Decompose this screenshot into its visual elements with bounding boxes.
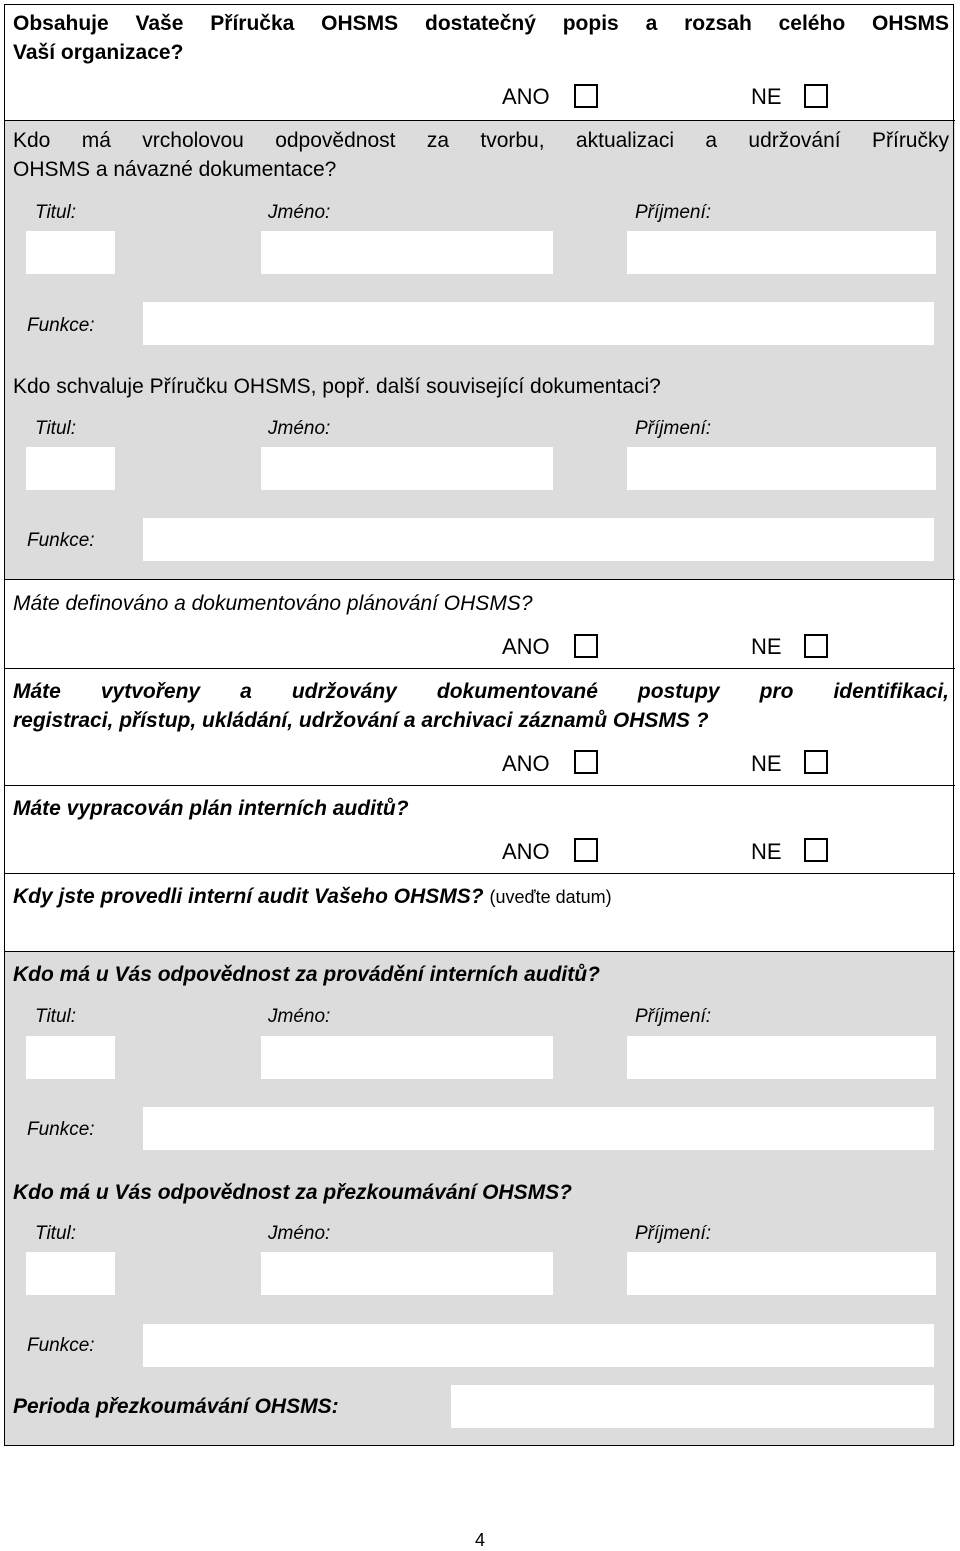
question-manual-scope-line2: Vaší organizace?: [13, 41, 184, 64]
question-records-line2: registraci, přístup, ukládání, udržování a archivaci záznamů OHSMS ?: [13, 709, 709, 732]
option-no-label: NE: [751, 751, 782, 776]
label-funkce: Funkce:: [27, 315, 95, 336]
label-funkce: Funkce:: [27, 1335, 95, 1356]
label-funkce: Funkce:: [27, 530, 95, 551]
label-jmeno: Jméno:: [268, 418, 331, 439]
question-records-line1: Máte vytvořeny a udržovány dokumentované postupy pro identifikaci,: [13, 680, 949, 703]
label-titul: Titul:: [35, 1006, 77, 1027]
question-review-responsibility: Kdo má u Vás odpovědnost za přezkoumávání OHSMS?: [13, 1181, 572, 1204]
label-prijmeni: Příjmení:: [635, 1223, 712, 1244]
label-funkce: Funkce:: [27, 1119, 95, 1140]
option-yes-label: ANO: [502, 751, 550, 776]
question-approver: Kdo schvaluje Příručku OHSMS, popř. další související dokumentaci?: [13, 375, 661, 398]
label-prijmeni: Příjmení:: [635, 202, 712, 223]
label-titul: Titul:: [35, 418, 77, 439]
form-frame: [4, 4, 954, 1446]
question-audit-date-text: Kdy jste provedli interní audit Vašeho OHSMS?: [13, 885, 484, 908]
label-jmeno: Jméno:: [268, 1006, 331, 1027]
question-internal-audit-responsibility: Kdo má u Vás odpovědnost za provádění interních auditů?: [13, 963, 600, 986]
label-prijmeni: Příjmení:: [635, 1006, 712, 1027]
page-number: 4: [474, 1530, 485, 1550]
question-top-responsibility-line1: Kdo má vrcholovou odpovědnost za tvorbu, aktualizaci a udržování Příručky: [13, 129, 949, 152]
question-manual-scope-line1: Obsahuje Vaše Příručka OHSMS dostatečný popis a rozsah celého OHSMS: [13, 12, 949, 35]
option-yes-label: ANO: [502, 634, 550, 659]
question-review-period: Perioda přezkoumávání OHSMS:: [13, 1395, 339, 1418]
label-prijmeni: Příjmení:: [635, 418, 712, 439]
label-jmeno: Jméno:: [268, 202, 331, 223]
question-audit-plan: Máte vypracován plán interních auditů?: [13, 797, 409, 820]
label-jmeno: Jméno:: [268, 1223, 331, 1244]
label-titul: Titul:: [35, 202, 77, 223]
option-no-label: NE: [751, 84, 782, 109]
audit-date-hint: (uveďte datum): [489, 887, 612, 907]
label-titul: Titul:: [35, 1223, 77, 1244]
question-top-responsibility-line2: OHSMS a návazné dokumentace?: [13, 158, 337, 181]
option-yes-label: ANO: [502, 84, 550, 109]
question-planning: Máte definováno a dokumentováno plánování OHSMS?: [13, 592, 533, 615]
option-yes-label: ANO: [502, 839, 550, 864]
option-no-label: NE: [751, 839, 782, 864]
option-no-label: NE: [751, 634, 782, 659]
